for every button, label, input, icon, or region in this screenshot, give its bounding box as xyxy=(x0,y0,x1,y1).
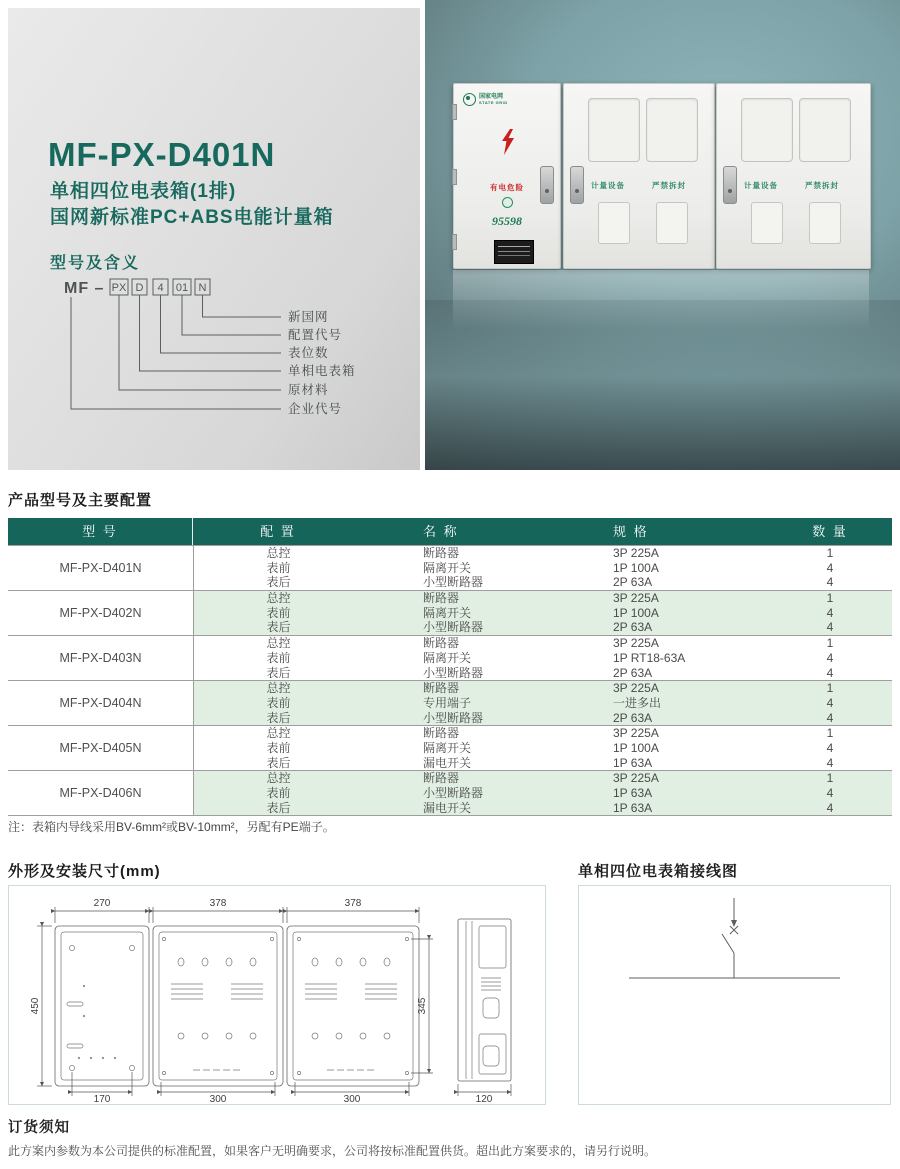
dimensions-section-title: 外形及安装尺寸(mm) xyxy=(8,863,161,880)
table-cell: 小型断路器 xyxy=(423,575,484,590)
header-spec: 规 格 xyxy=(613,524,649,539)
table-row xyxy=(194,606,892,621)
code-box-4: 4 xyxy=(157,282,164,294)
code-box-01: 01 xyxy=(175,282,189,294)
table-row xyxy=(194,741,892,756)
code-label-config-code: 配置代号 xyxy=(288,328,343,342)
table-row xyxy=(194,561,892,576)
table-cell: 总控 xyxy=(266,726,291,741)
table-row xyxy=(194,696,892,711)
code-label-single-phase-box: 单相电表箱 xyxy=(288,364,356,378)
table-cell: 1P 63A xyxy=(613,800,653,815)
table-cell: 总控 xyxy=(266,636,291,651)
table-cell: 1P RT18-63A xyxy=(613,650,686,665)
table-cell: 4 xyxy=(826,650,834,665)
table-cell: 表前 xyxy=(266,786,291,800)
seal-icon xyxy=(502,197,513,208)
no-tamper-label: 严禁拆封 xyxy=(652,181,686,190)
table-cell: 3P 225A xyxy=(613,591,659,606)
meter-panel xyxy=(563,83,715,269)
table-cell: 1P 63A xyxy=(613,755,653,770)
table-cell: 1 xyxy=(826,681,834,696)
model-cell: MF-PX-D401N xyxy=(59,561,142,576)
table-cell: 1P 100A xyxy=(613,560,659,575)
config-table-body xyxy=(8,545,892,816)
table-cell: 表前 xyxy=(266,605,291,620)
table-cell: 断路器 xyxy=(423,771,460,786)
table-cell: 总控 xyxy=(266,681,291,696)
model-config-rows xyxy=(193,681,892,725)
table-cell: 隔离开关 xyxy=(423,605,472,620)
table-cell: 1 xyxy=(826,546,834,560)
table-cell: 表前 xyxy=(266,740,291,755)
code-prefix: MF – xyxy=(64,280,105,297)
table-row xyxy=(194,711,892,726)
table-cell: 隔离开关 xyxy=(423,740,472,755)
table-row xyxy=(194,786,892,801)
table-cell: 1 xyxy=(826,771,834,786)
model-cell: MF-PX-D406N xyxy=(59,786,142,801)
card-window xyxy=(809,202,841,244)
model-cell: MF-PX-D405N xyxy=(59,741,142,756)
table-cell: 4 xyxy=(826,695,834,710)
table-cell: 4 xyxy=(826,575,834,590)
dim-270: 270 xyxy=(93,898,111,909)
lock-handle xyxy=(723,166,737,204)
table-cell: 表后 xyxy=(266,755,291,770)
table-cell: 4 xyxy=(826,710,834,725)
dimension-drawing-box xyxy=(8,885,546,1105)
table-cell: 1 xyxy=(826,591,834,606)
no-tamper-label: 严禁拆封 xyxy=(805,181,839,190)
table-cell: 4 xyxy=(826,800,834,815)
header-qty: 数 量 xyxy=(812,524,848,539)
model-code-diagram xyxy=(52,274,392,424)
code-label-meter-count: 表位数 xyxy=(288,346,329,360)
hero-card xyxy=(8,8,420,470)
table-cell: 4 xyxy=(826,605,834,620)
lightning-icon xyxy=(501,129,515,155)
code-label-company-code: 企业代号 xyxy=(288,402,343,416)
config-table xyxy=(8,518,892,816)
table-row xyxy=(194,666,892,681)
order-notice-text: 此方案内参数为本公司提供的标准配置，如果客户无明确要求，公司将按标准配置供货。超出此方案要求的，请另行说明。 xyxy=(8,1144,657,1158)
table-cell: 隔离开关 xyxy=(423,560,472,575)
dim-345: 345 xyxy=(417,997,428,1015)
table-cell: 1P 63A xyxy=(613,786,653,800)
dimension-drawing xyxy=(9,886,545,1104)
model-cell: MF-PX-D403N xyxy=(59,651,142,666)
code-label-raw-material: 原材料 xyxy=(288,383,329,397)
hotline-95598: 95598 xyxy=(492,214,522,228)
dim-450: 450 xyxy=(30,997,41,1015)
boxes-reflection xyxy=(453,270,869,340)
model-config-rows xyxy=(193,636,892,680)
table-cell: 表后 xyxy=(266,575,291,590)
table-cell: 4 xyxy=(826,665,834,680)
brand-name: 国家电网 xyxy=(479,93,504,100)
table-cell: 表前 xyxy=(266,560,291,575)
electric-danger-label: 有电危险 xyxy=(490,183,524,192)
dim-170: 170 xyxy=(93,1094,111,1104)
table-cell: 小型断路器 xyxy=(423,710,484,725)
brand-name-en: STATE GRID xyxy=(479,99,508,105)
table-cell: 4 xyxy=(826,560,834,575)
table-cell: 总控 xyxy=(266,546,291,560)
wiring-diagram-box xyxy=(578,885,891,1105)
table-cell: 总控 xyxy=(266,771,291,786)
dim-378-b: 378 xyxy=(344,898,362,909)
table-cell: 断路器 xyxy=(423,636,460,651)
meter-window xyxy=(588,98,640,162)
table-cell: 1P 100A xyxy=(613,740,659,755)
table-cell: 3P 225A xyxy=(613,681,659,696)
table-cell: 1 xyxy=(826,726,834,741)
hinge xyxy=(452,104,457,120)
model-cell: MF-PX-D404N xyxy=(59,696,142,711)
meter-window xyxy=(741,98,793,162)
table-cell: 3P 225A xyxy=(613,726,659,741)
table-cell: 2P 63A xyxy=(613,665,653,680)
model-group-row xyxy=(8,545,892,590)
order-notice-title: 订货须知 xyxy=(8,1120,70,1136)
header-config: 配 置 xyxy=(260,524,296,539)
dim-300-a: 300 xyxy=(209,1094,227,1104)
wiring-diagram xyxy=(579,886,890,1104)
table-row xyxy=(194,726,892,741)
table-row xyxy=(194,636,892,651)
table-cell: 隔离开关 xyxy=(423,650,472,665)
table-note: 注：表箱内导线采用BV-6mm²或BV-10mm²，另配有PE端子。 xyxy=(8,820,335,834)
model-cell: MF-PX-D402N xyxy=(59,606,142,621)
table-cell: 小型断路器 xyxy=(423,786,484,800)
nameplate xyxy=(494,240,534,264)
model-group-row xyxy=(8,680,892,725)
card-window xyxy=(656,202,688,244)
meter-window xyxy=(646,98,698,162)
state-grid-logo xyxy=(463,93,508,106)
code-box-px: PX xyxy=(111,282,127,294)
table-cell: 2P 63A xyxy=(613,620,653,635)
table-header xyxy=(8,518,892,545)
model-meaning-heading: 型号及含义 xyxy=(50,255,141,272)
dim-120: 120 xyxy=(475,1094,493,1104)
code-box-d: D xyxy=(135,282,144,294)
table-section-title: 产品型号及主要配置 xyxy=(8,492,153,509)
table-cell: 断路器 xyxy=(423,681,460,696)
table-row xyxy=(194,801,892,816)
table-row xyxy=(194,651,892,666)
table-cell: 漏电开关 xyxy=(423,800,472,815)
card-window xyxy=(751,202,783,244)
dim-378-a: 378 xyxy=(209,898,227,909)
table-row xyxy=(194,620,892,635)
table-cell: 断路器 xyxy=(423,546,460,560)
table-cell: 断路器 xyxy=(423,726,460,741)
table-cell: 表后 xyxy=(266,665,291,680)
product-subtitle-1: 单相四位电表箱(1排) xyxy=(50,181,237,202)
table-cell: 断路器 xyxy=(423,591,460,606)
table-row xyxy=(194,771,892,786)
table-cell: 总控 xyxy=(266,591,291,606)
table-cell: 1P 100A xyxy=(613,605,659,620)
table-cell: 2P 63A xyxy=(613,575,653,590)
dim-300-b: 300 xyxy=(343,1094,361,1104)
lock-handle xyxy=(570,166,584,204)
table-cell: 4 xyxy=(826,620,834,635)
code-box-n: N xyxy=(198,282,207,294)
meter-panel xyxy=(716,83,871,269)
table-cell: 4 xyxy=(826,740,834,755)
header-name: 名 称 xyxy=(423,524,459,539)
table-cell: 表后 xyxy=(266,710,291,725)
table-cell: 表后 xyxy=(266,620,291,635)
table-row xyxy=(194,575,892,590)
table-cell: 漏电开关 xyxy=(423,755,472,770)
product-photo xyxy=(425,0,900,470)
main-door-panel xyxy=(453,83,561,269)
model-config-rows xyxy=(193,771,892,815)
lock-handle xyxy=(540,166,554,204)
header-model: 型 号 xyxy=(8,518,193,545)
table-cell: 表前 xyxy=(266,650,291,665)
table-cell: 表前 xyxy=(266,695,291,710)
table-cell: 4 xyxy=(826,755,834,770)
metering-equipment-label: 计量设备 xyxy=(744,181,778,190)
model-group-row xyxy=(8,635,892,680)
product-subtitle-2: 国网新标准PC+ABS电能计量箱 xyxy=(50,207,334,228)
table-row xyxy=(194,681,892,696)
table-cell: 3P 225A xyxy=(613,636,659,651)
model-config-rows xyxy=(193,726,892,770)
hinge xyxy=(452,234,457,250)
table-row xyxy=(194,756,892,771)
model-config-rows xyxy=(193,591,892,635)
table-cell: 专用端子 xyxy=(423,695,472,710)
table-cell: 1 xyxy=(826,636,834,651)
model-config-rows xyxy=(193,546,892,590)
table-cell: 3P 225A xyxy=(613,546,659,560)
table-row xyxy=(194,546,892,561)
product-model-title: MF-PX-D401N xyxy=(48,136,276,173)
table-cell: 小型断路器 xyxy=(423,620,484,635)
table-cell: 4 xyxy=(826,786,834,800)
state-grid-icon xyxy=(463,93,476,106)
model-group-row xyxy=(8,770,892,815)
card-window xyxy=(598,202,630,244)
wiring-section-title: 单相四位电表箱接线图 xyxy=(578,863,739,880)
table-cell: 一进多出 xyxy=(613,695,662,710)
code-label-new-grid: 新国网 xyxy=(288,310,329,324)
metering-equipment-label: 计量设备 xyxy=(591,181,625,190)
model-group-row xyxy=(8,725,892,770)
model-group-row xyxy=(8,590,892,635)
table-cell: 表后 xyxy=(266,800,291,815)
table-cell: 3P 225A xyxy=(613,771,659,786)
table-row xyxy=(194,591,892,606)
table-cell: 小型断路器 xyxy=(423,665,484,680)
meter-window xyxy=(799,98,851,162)
table-cell: 2P 63A xyxy=(613,710,653,725)
